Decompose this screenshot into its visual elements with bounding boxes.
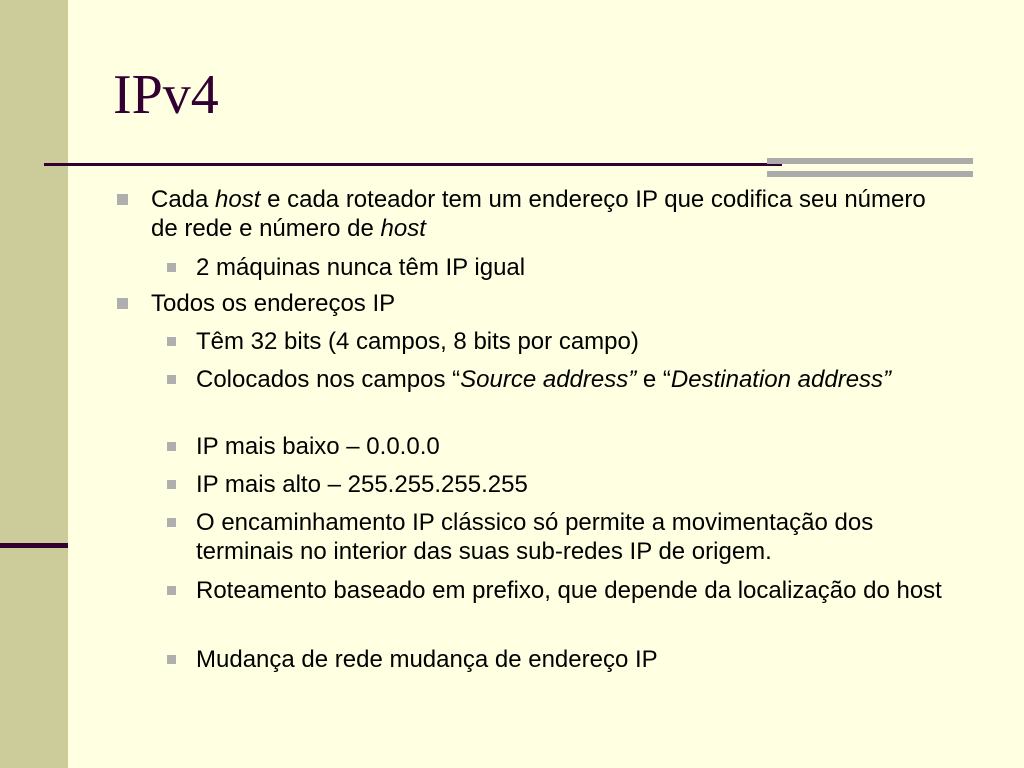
bullet-all-ip-addresses: Todos os endereços IP [151,290,396,317]
bullet-square-icon [167,337,176,346]
bullet-square-icon [167,480,176,489]
bullet-text-italic: Destination address” [670,366,892,393]
bullet-host-address [151,185,951,243]
bullet-square-icon [117,298,128,309]
bullet-square-icon [167,655,176,664]
bullet-text-italic: host [380,215,426,242]
sub-bullet-address-fields [196,365,956,394]
bullet-text-italic: host [215,186,261,213]
bullet-text: e cada roteador tem um endereço IP que codifica seu número de rede e número de [151,186,926,242]
sub-bullet-unique-ip: 2 máquinas nunca têm IP igual [196,254,526,281]
bullet-text: e “ [636,366,671,393]
bullet-square-icon [167,263,176,272]
bullet-square-icon [167,518,176,527]
bullet-square-icon [167,375,176,384]
bullet-text: Cada [151,186,216,213]
bullet-square-icon [117,194,128,205]
sub-bullet-prefix-routing: Roteamento baseado em prefixo, que depende da localização do host [196,577,942,604]
sub-bullet-network-change: Mudança de rede mudança de endereço IP [196,646,658,673]
slide-title: IPv4 [113,64,219,126]
bullet-square-icon [167,586,176,595]
sub-bullet-highest-ip: IP mais alto – 255.255.255.255 [196,471,528,498]
sub-bullet-lowest-ip: IP mais baixo – 0.0.0.0 [196,433,440,460]
sub-bullet-classic-forwarding: O encaminhamento IP clássico só permite a movimentação dos terminais no interior das suas sub-redes IP de origem. [196,509,874,565]
bullet-text-italic: Source address” [460,366,637,393]
sub-bullet-32-bits: Têm 32 bits (4 campos, 8 bits por campo) [196,328,639,355]
bullet-text: Colocados nos campos “ [196,366,461,393]
bullet-square-icon [167,442,176,451]
